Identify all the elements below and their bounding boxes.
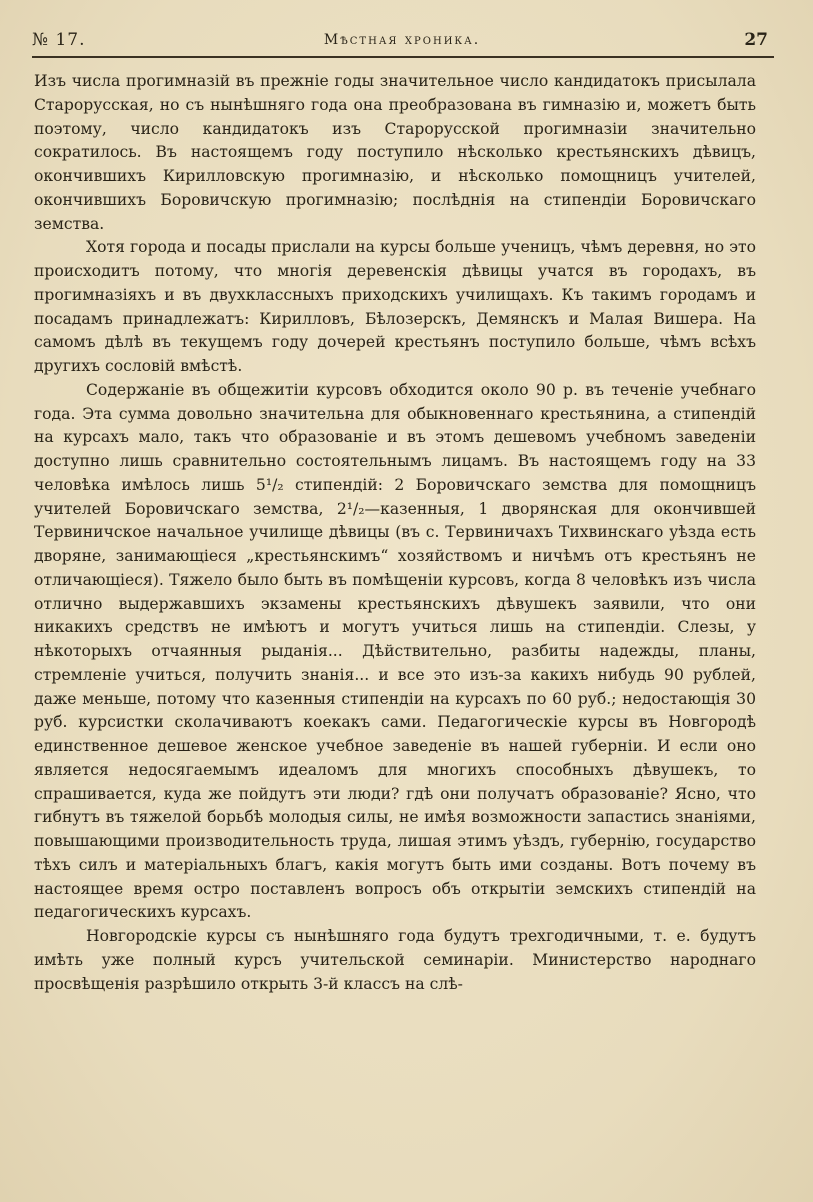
- paragraph: Изъ числа прогимназій въ прежніе годы значительное число кандидатокъ присылала Старорусская, но съ нынѣшняго года она преобразована въ гимназію и, можетъ быть поэтому, число кандидатокъ изъ Старорусской прогимназіи значительно сократилось. Въ настоящемъ году поступило нѣсколько крестьянскихъ дѣвицъ, окончившихъ Кирилловскую прогимназію, и нѣсколько помощницъ учителей, окончившихъ Боровичскую прогимназію; послѣднія на стипендіи Боровичскаго земства.: [34, 72, 756, 233]
- paragraph: Содержаніе въ общежитіи курсовъ обходится около 90 р. въ теченіе учебнаго года. Эта сумма довольно значительна для обыкновеннаго крестьянина, а стипендій на курсахъ мало, такъ что образованіе и въ этомъ дешевомъ учебномъ заведеніи доступно лишь сравнительно состоятельнымъ лицамъ. Въ настоящемъ году на 33 человѣка имѣлось лишь 5¹/₂ стипендій: 2 Боровичскаго земства для помощницъ учителей Боровичскаго земства, 2¹/₂—казенныя, 1 дворянская для окончившей Тервиничское начальное училище дѣвицы (въ с. Тервиничахъ Тихвинскаго уѣзда есть дворяне, занимающіеся „крестьянскимъ“ хозяйствомъ и ничѣмъ отъ крестьянъ не отличающіеся). Тяжело было быть въ помѣщеніи курсовъ, когда 8 человѣкъ изъ числа отлично выдержавшихъ экзамены крестьянскихъ дѣвушекъ заявили, что они никакихъ средствъ не имѣютъ и могутъ учиться лишь на стипендіи. Слезы, у нѣкоторыхъ отчаянныя рыданія... Дѣйствительно, разбиты надежды, планы, стремленіе учиться, получить знанія... и все это изъ-за какихъ нибудь 90 рублей, даже меньше, потому что казенныя стипендіи на курсахъ по 60 руб.; недостающія 30 руб. курсистки сколачиваютъ коекакъ сами. Педагогическіе курсы въ Новгородѣ единственное дешевое женское учебное заведеніе въ нашей губерніи. И если оно является недосягаемымъ идеаломъ для многихъ способныхъ дѣвушекъ, то спрашивается, куда же пойдутъ эти люди? гдѣ они получатъ образованіе? Ясно, что гибнутъ въ тяжелой борьбѣ молодыя силы, не имѣя возможности запастись знаніями, повышающими производительность труда, лишая этимъ уѣздъ, губернію, государство тѣхъ силъ и матеріальныхъ благъ, какія могутъ быть ими созданы. Вотъ почему въ настоящее время остро поставленъ вопросъ объ открытіи земскихъ стипендій на педагогическихъ курсахъ.: [34, 380, 756, 922]
- paragraph: Хотя города и посады прислали на курсы больше ученицъ, чѣмъ деревня, но это происходитъ потому, что многія деревенскія дѣвицы учатся въ городахъ, въ прогимназіяхъ и въ двухклассныхъ приходскихъ училищахъ. Къ такимъ городамъ и посадамъ принадлежатъ: Кирилловъ, Бѣлозерскъ, Демянскъ и Малая Вишера. На самомъ дѣлѣ въ текущемъ году дочерей крестьянъ поступило больше, чѣмъ всѣхъ другихъ сословій вмѣстѣ.: [34, 238, 756, 375]
- running-header: [32, 30, 772, 56]
- page-number: 27: [744, 30, 768, 50]
- section-title: Мѣстная хроника.: [323, 32, 481, 48]
- article-body: [34, 70, 756, 996]
- issue-number: № 17.: [32, 30, 86, 50]
- paragraph: Новгородскіе курсы съ нынѣшняго года будутъ трехгодичными, т. е. будутъ имѣть уже полный курсъ учительской семинаріи. Министерство народнаго просвѣщенія разрѣшило открыть 3-й классъ на слѣ-: [34, 927, 756, 993]
- header-rule: [32, 56, 774, 58]
